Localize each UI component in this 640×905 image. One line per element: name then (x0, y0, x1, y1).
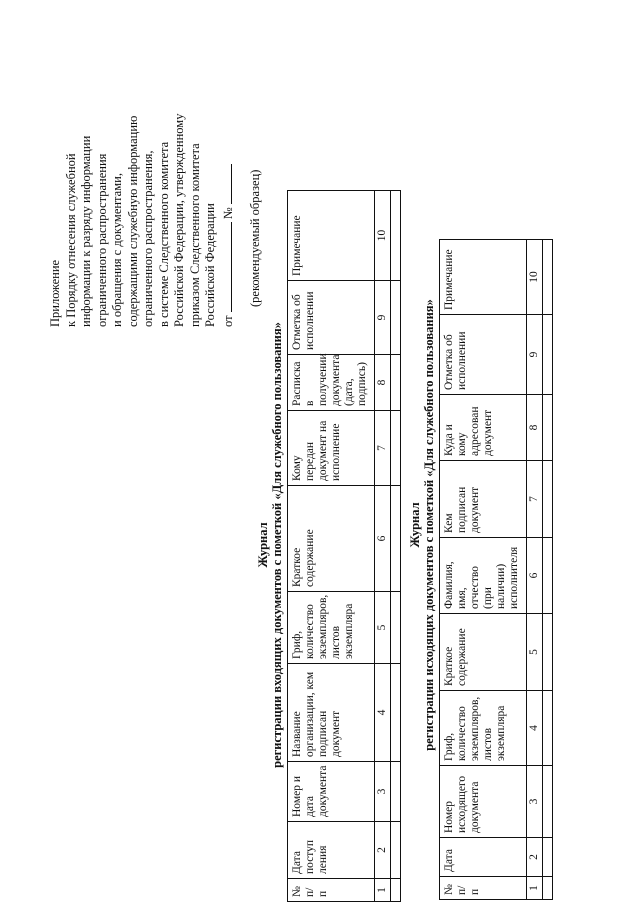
outgoing-journal-table (439, 239, 553, 900)
empty-cell (391, 762, 401, 822)
header-cell: Примечание (288, 191, 375, 281)
header-cell: Отметка об исполнении (288, 281, 375, 355)
outgoing-journal-heading: Журнал (408, 502, 422, 548)
number-cell: 10 (527, 240, 543, 315)
header-cell: Отметка об исполнении (440, 315, 527, 395)
recommended-sample-note: (рекомендуемый образец) (248, 169, 262, 307)
appendix-line: ограниченного распространения, (141, 150, 155, 327)
table-number-row (375, 191, 391, 902)
number-cell: 5 (375, 592, 391, 664)
number-prefix: № (220, 207, 235, 220)
appendix-line: и обращения с документами, (110, 173, 124, 327)
date-prefix: от (220, 315, 235, 327)
empty-cell (391, 486, 401, 592)
header-cell: Номер и дата документа (288, 762, 375, 822)
empty-cell (543, 691, 553, 766)
appendix-line: информации к разряду информации (79, 135, 93, 327)
appendix-block (48, 0, 264, 327)
order-date-line (219, 0, 237, 327)
appendix-line: Приложение (48, 259, 62, 327)
appendix-line: к Порядку отнесения служебной (63, 153, 78, 327)
handwritten-date-signature (219, 222, 232, 312)
appendix-line: в системе Следственного комитета (156, 141, 171, 327)
header-cell: Краткое содержание (288, 486, 375, 592)
number-cell: 4 (527, 691, 543, 766)
number-cell: 1 (527, 877, 543, 900)
number-cell: 6 (527, 538, 543, 614)
header-cell: Гриф, количество экземпляров, листов экземпляра (288, 592, 375, 664)
header-cell: Примечание (440, 240, 527, 315)
header-cell: Гриф, количество экземпляров, листов экземпляра (440, 691, 527, 766)
incoming-journal-subtitle: регистрации входящих документов с пометкой «Для служебного пользования» (270, 322, 284, 768)
empty-cell (391, 411, 401, 486)
number-cell: 2 (527, 838, 543, 877)
empty-cell (391, 592, 401, 664)
number-cell: 6 (375, 486, 391, 592)
number-cell: 5 (527, 614, 543, 691)
handwritten-number-signature (219, 164, 232, 204)
appendix-line: Российской Федерации, утвержденному (172, 113, 186, 327)
number-cell: 3 (527, 766, 543, 838)
outgoing-journal-title (408, 205, 436, 845)
empty-cell (543, 766, 553, 838)
number-cell: 3 (375, 762, 391, 822)
number-cell: 1 (375, 879, 391, 902)
table-empty-row (391, 191, 401, 902)
table-empty-row (543, 240, 553, 900)
header-cell: Название организации, кем подписан документ (288, 664, 375, 762)
appendix-line: Российской Федерации (203, 203, 217, 327)
empty-cell (543, 315, 553, 395)
outgoing-journal-subtitle: регистрации исходящих документов с пометкой «Для служебного пользования» (422, 299, 436, 751)
empty-cell (543, 395, 553, 461)
header-cell: № п/п (288, 879, 375, 902)
number-cell: 9 (527, 315, 543, 395)
empty-cell (543, 538, 553, 614)
header-cell: Фамилия, имя, отчество (при наличии) исполнителя (440, 538, 527, 614)
empty-cell (543, 614, 553, 691)
header-cell: Расписка в получении документа (дата, подпись) (288, 355, 375, 411)
empty-cell (391, 355, 401, 411)
incoming-journal-title (256, 245, 284, 845)
header-cell: Куда и кому адресован документ (440, 395, 527, 461)
header-cell: Номер исходящего документа (440, 766, 527, 838)
number-cell: 7 (527, 461, 543, 538)
appendix-line: содержащими служебную информацию (125, 115, 140, 327)
incoming-journal-table (287, 190, 401, 902)
table-number-row (527, 240, 543, 900)
empty-cell (391, 664, 401, 762)
number-cell: 10 (375, 191, 391, 281)
table-header-row (288, 191, 375, 902)
appendix-line: ограниченного распространения (94, 153, 109, 327)
header-cell: Кем подписан документ (440, 461, 527, 538)
empty-cell (391, 879, 401, 902)
number-cell: 8 (527, 395, 543, 461)
header-cell: Краткое содержание (440, 614, 527, 691)
number-cell: 2 (375, 822, 391, 879)
empty-cell (543, 838, 553, 877)
empty-cell (391, 822, 401, 879)
header-cell: Дата (440, 838, 527, 877)
header-cell: Дата поступ ления (288, 822, 375, 879)
table-header-row (440, 240, 527, 900)
number-cell: 4 (375, 664, 391, 762)
appendix-line: приказом Следственного комитета (187, 143, 202, 327)
empty-cell (391, 191, 401, 281)
empty-cell (391, 281, 401, 355)
header-cell: № п/п (440, 877, 527, 900)
number-cell: 7 (375, 411, 391, 486)
empty-cell (543, 461, 553, 538)
empty-cell (543, 240, 553, 315)
empty-cell (543, 877, 553, 900)
header-cell: Кому передан документ на исполнение (288, 411, 375, 486)
incoming-journal-heading: Журнал (256, 522, 270, 568)
number-cell: 9 (375, 281, 391, 355)
number-cell: 8 (375, 355, 391, 411)
